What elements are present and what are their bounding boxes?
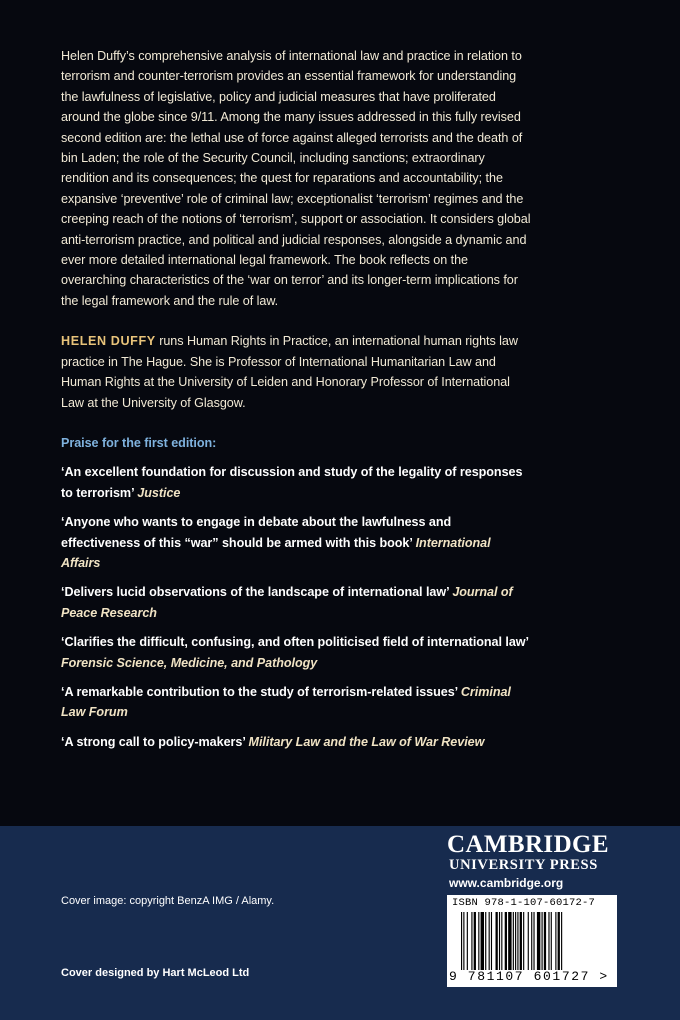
barcode-bars — [461, 912, 605, 970]
quote-source: Forensic Science, Medicine, and Pathology — [61, 655, 318, 670]
barcode-bar — [505, 912, 507, 970]
isbn-label: ISBN 978-1-107-60172-7 — [452, 897, 596, 909]
quote-text: ‘Delivers lucid observations of the landscape of international law’ — [61, 585, 453, 600]
barcode-bar — [478, 912, 479, 970]
quote-source: Criminal Law Forum — [61, 684, 511, 720]
quote-source: International Affairs — [61, 535, 491, 570]
praise-quote — [61, 682, 531, 723]
barcode-bar — [542, 912, 543, 970]
barcode-bar — [474, 912, 476, 970]
praise-heading: Praise for the first edition: — [61, 435, 217, 450]
barcode-bar — [551, 912, 552, 970]
barcode-bar — [558, 912, 560, 970]
author-bio-text: runs Human Rights in Practice, an international human rights law practice in The Hague. She is Professor of International Humanitarian Law and Human Rights at the University of Leiden and Honorary Professor of International Law at the University of Glasgow. — [61, 334, 518, 410]
barcode-bar — [515, 912, 516, 970]
barcode-bar — [461, 912, 462, 970]
barcode-bar — [489, 912, 490, 970]
barcode-bar — [481, 912, 484, 970]
praise-quote — [61, 512, 531, 573]
praise-quote — [61, 632, 531, 673]
barcode-bar — [517, 912, 518, 970]
barcode-bar — [561, 912, 562, 970]
barcode-bar — [528, 912, 529, 970]
barcode-bar — [508, 912, 511, 970]
book-blurb: Helen Duffy’s comprehensive analysis of international law and practice in relation to terrorism and counter-terrorism provides an essential framework for understanding the lawfulness of legislative, policy and judicial measures that have proliferated around the globe since 9/11. Among the many issues addressed in this fully revised second edition are: the lethal use of force against alleged terrorists and the death of bin Laden; the role of the Security Council, including sanctions; extraordinary rendition and its consequences; the quest for reparations and accountability; the expansive ‘preventive’ role of criminal law; exceptionalist ‘terrorism’ regimes and the creeping reach of the notions of ‘terrorism’, support or association. It considers global anti-terrorism practice, and political and judicial responses, alongside a dynamic and ever more detailed international legal framework. The book reflects on the overarching characteristics of the ‘war on terror’ and its longer-term implications for the legal framework and the rule of law. — [61, 49, 531, 308]
barcode-bar — [555, 912, 556, 970]
author-bio — [61, 331, 531, 413]
quote-source: Justice — [137, 485, 181, 500]
barcode-bar — [531, 912, 532, 970]
barcode-bar — [467, 912, 468, 970]
praise-quote — [61, 732, 531, 752]
quote-text: ‘Clarifies the difficult, confusing, and often politicised field of international law’ — [61, 635, 529, 650]
barcode-bar — [485, 912, 486, 970]
barcode-bar — [520, 912, 522, 970]
isbn-barcode — [447, 895, 617, 987]
barcode-bar — [537, 912, 540, 970]
cover-image-credit: Cover image: copyright BenzA IMG / Alamy. — [61, 895, 275, 907]
praise-quote — [61, 582, 531, 623]
barcode-bar — [499, 912, 500, 970]
barcode-bar — [544, 912, 546, 970]
quote-text: ‘An excellent foundation for discussion and study of the legality of responses to terrorism’ — [61, 465, 523, 500]
quote-source: Journal of Peace Research — [61, 585, 513, 620]
publisher-url: www.cambridge.org — [449, 876, 564, 890]
barcode-bar — [496, 912, 498, 970]
barcode-bar — [533, 912, 534, 970]
barcode-bar — [523, 912, 524, 970]
quote-text: ‘A remarkable contribution to the study of terrorism-related issues’ — [61, 684, 461, 699]
barcode-bar — [463, 912, 464, 970]
quote-source: Military Law and the Law of War Review — [248, 734, 485, 749]
publisher-name: CAMBRIDGE — [447, 831, 609, 858]
barcode-bar — [471, 912, 472, 970]
barcode-bar — [501, 912, 502, 970]
barcode-digits: 9 781107 601727 > — [449, 969, 609, 984]
quote-text: ‘Anyone who wants to engage in debate about the lawfulness and effectiveness of this “war” should be armed with this book’ — [61, 515, 452, 550]
quote-text: ‘A strong call to policy-makers’ — [61, 734, 249, 749]
cover-text-block — [61, 46, 531, 752]
designer-credit: Cover designed by Hart McLeod Ltd — [61, 967, 250, 979]
author-name: HELEN DUFFY — [61, 334, 156, 349]
praise-quote — [61, 462, 531, 503]
barcode-bar — [548, 912, 549, 970]
barcode-bar — [491, 912, 492, 970]
barcode-bar — [513, 912, 514, 970]
publisher-subname: UNIVERSITY PRESS — [449, 857, 598, 873]
